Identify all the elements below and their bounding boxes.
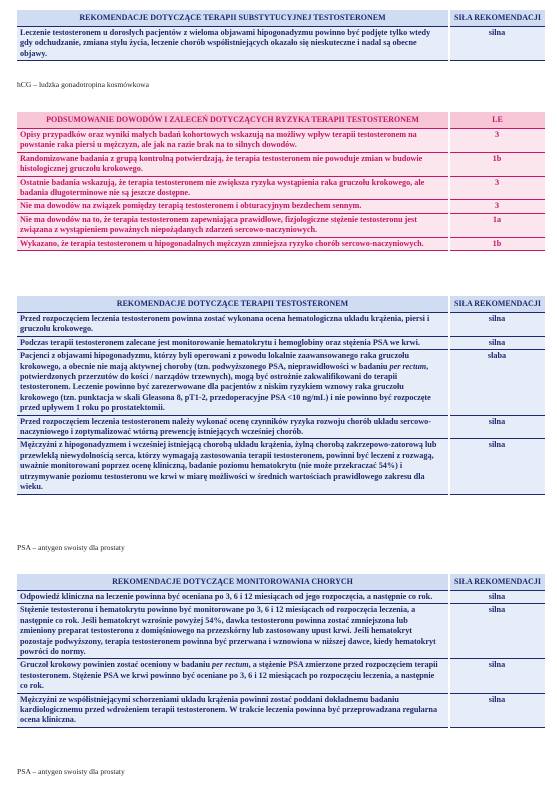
evidence-text: Nie ma dowodów na to, że terapia testosteronem zapewniająca prawidłowe, fizjologiczne stężenie testosteronu jest związana z wystąpieniem poważnych niepożądanych zdarzeń sercowo-naczyniowych. [17, 213, 449, 237]
table-row [17, 439, 545, 494]
strength-value: silna [449, 336, 545, 349]
level-value: 3 [449, 129, 545, 153]
evidence-text: Opisy przypadków oraz wyniki małych badań kohortowych wskazują na możliwy wpływ terapii testosteronem na powstanie raka piersi u mężczyzn, ale jak na razie brak na to silnych dowodów. [17, 129, 449, 153]
level-value: 3 [449, 176, 545, 200]
strength-value: słaba [449, 350, 545, 415]
strength-value: silna [449, 27, 545, 61]
level-value: 1a [449, 213, 545, 237]
recommendation-text: Mężczyźni z hipogonadyzmem i wcześniej istniejącą chorobą układu krążenia, żylną chorobą zakrzepowo-zatorową lub przewlekłą niewydolnością serca, którzy wymagają zastosowania terapii testosteronem, powinni być leczeni z rozwagą, uważnie monitorowani poprzez ocenę kliniczną, badanie poziomu hematokrytu (nie może przekraczać 54%) i utrzymywanie poziomu testosteronu we krwi w miarę możliwości w średnich wartościach prawidłowego zakresu dla wieku. [17, 439, 449, 494]
italic-term: per rectum [389, 361, 427, 371]
evidence-text: Ostatnie badania wskazują, że terapia testosteronem nie zwiększa ryzyka wystąpienia raka gruczołu krokowego, ale badania długoterminowe nie są jeszcze dostępne. [17, 176, 449, 200]
table-row [17, 176, 545, 200]
recommendation-text: Przed rozpoczęciem leczenia testosteronem powinna zostać wykonana ocena hematologiczna układu krążenia, piersi i gruczołu krokowego. [17, 313, 449, 337]
table-row [17, 350, 545, 415]
footnote: hCG – ludzka gonadotropina kosmówkowa [17, 80, 150, 89]
table-row [17, 129, 545, 153]
strength-value: silna [449, 439, 545, 494]
evidence-text: Randomizowane badania z grupą kontrolną potwierdzają, że terapia testosteronem nie powoduje zmian w budowie histologicznej gruczołu krokowego. [17, 152, 449, 176]
table-row [17, 213, 545, 237]
strength-header: SIŁA REKOMENDACJI [449, 296, 545, 313]
recommendation-text: Podczas terapii testosteronem zalecane jest monitorowanie hematokrytu i hemoglobiny oraz stężenia PSA we krwi. [17, 336, 449, 349]
table-row [17, 200, 545, 213]
table-row [17, 693, 545, 727]
level-value: 1b [449, 152, 545, 176]
text-part: , a stężenie PSA zmierzone przed rozpoczęciem terapii testosteronem. Stężenie PSA we krwi powinno być oceniane po 3, 6 i 12 miesiącach po rozpoczęciu leczenia, a następnie co rok. [20, 660, 438, 691]
recommendation-text: Odpowiedź kliniczna na leczenie powinna być oceniana po 3, 6 i 12 miesiącach od jego rozpoczęcia, a następnie co rok. [17, 591, 449, 604]
table-row [17, 591, 545, 604]
evidence-text: Wykazano, że terapia testosteronem u hipogonadalnych mężczyzn zmniejsza ryzyko chorób sercowo-naczyniowych. [17, 237, 449, 250]
recommendation-text [17, 659, 449, 693]
text-part: Gruczoł krokowy powinien zostać oceniony w badaniu [20, 660, 213, 670]
strength-value: silna [449, 604, 545, 659]
strength-header: SIŁA REKOMENDACJI [449, 574, 545, 591]
table-row [17, 604, 545, 659]
table-row [17, 659, 545, 693]
footnote: PSA – antygen swoisty dla prostaty [17, 767, 125, 776]
text-part: , potwierdzonych przerzutów do kości / narządów trzewnych), mogą być ostrożnie zakwalifikowani do terapii testosteronem. Leczenie powinno być zarezerwowane dla pacjentów z niskim ryzykiem wznowy raka gruczołu krokowego (tzn. punktacja w skali Gleasona 8, pT1-2, przedoperacyjne PSA <10 ng/mL) i nie powinno być rozpoczęte przed upływem 1 roku po prostatektomii. [20, 361, 431, 413]
monitoring-recommendations-table [17, 574, 545, 728]
evidence-text: Nie ma dowodów na związek pomiędzy terapią testosteronem i obturacyjnym bezdechem sennym. [17, 200, 449, 213]
strength-value: silna [449, 659, 545, 693]
table-row [17, 27, 545, 61]
table-row [17, 237, 545, 250]
text-part: Pacjenci z objawami hipogonadyzmu, którzy byli operowani z powodu lokalnie zaawansowanego raka gruczołu krokowego, a obecnie nie mają aktywnej choroby (tzn. podwyższonego PSA, nieprawidłowości w badaniu [20, 351, 409, 371]
recommendations-substitution-table [17, 10, 545, 61]
italic-term: per rectum [212, 660, 249, 670]
level-value: 1b [449, 237, 545, 250]
strength-value: silna [449, 415, 545, 439]
table-row [17, 313, 545, 337]
table-header-title: PODSUMOWANIE DOWODÓW I ZALECEŃ DOTYCZĄCYCH RYZYKA TERAPII TESTOSTERONEM [17, 112, 449, 129]
level-value: 3 [449, 200, 545, 213]
table-row [17, 415, 545, 439]
recommendation-text: Mężczyźni ze współistniejącymi schorzeniami układu krążenia powinni zostać poddani dokładnemu badaniu kardiologicznemu przed wdrożeniem terapii testosteronem. W trakcie leczenia powinna być przeprowadzana regularna ocena kliniczna. [17, 693, 449, 727]
table-row [17, 152, 545, 176]
table-header-title: REKOMENDACJE DOTYCZĄCE TERAPII SUBSTYTUCYJNEJ TESTOSTERONEM [17, 10, 449, 27]
evidence-summary-table [17, 112, 545, 251]
recommendations-therapy-table [17, 296, 545, 495]
recommendation-text [17, 350, 449, 415]
footnote: PSA – antygen swoisty dla prostaty [17, 543, 125, 552]
recommendation-text: Leczenie testosteronem u dorosłych pacjentów z wieloma objawami hipogonadyzmu powinno być podjęte tylko wtedy gdy odchudzanie, zmiana stylu życia, leczenie chorób współistniejących okazało się nieskuteczne i nadal są obecne objawy. [17, 27, 449, 61]
strength-value: silna [449, 693, 545, 727]
table-row [17, 336, 545, 349]
strength-value: silna [449, 591, 545, 604]
recommendation-text: Przed rozpoczęciem leczenia testosteronem należy wykonać ocenę czynników ryzyka rozwoju chorób układu sercowo-naczyniowego i zoptymalizować wtórną prewencję istniejących wcześniej chorób. [17, 415, 449, 439]
recommendation-text: Stężenie testosteronu i hematokrytu powinno być monitorowane po 3, 6 i 12 miesiącach od rozpoczęcia leczenia, a następnie co rok. Jeśli hematokryt wzrośnie powyżej 54%, dawka testosteronu powinna zostać zmniejszona lub zmieniony preparat testosteronu z domięśniowego na przezskórny lub zastosowany upust krwi. Jeśli hematokryt pozostaje podwyższony, terapia testosteronem powinna być przerwana i wznowiona w niższej dawce, kiedy hematokryt powróci do normy. [17, 604, 449, 659]
table-header-title: REKOMENDACJE DOTYCZĄCE TERAPII TESTOSTERONEM [17, 296, 449, 313]
table-header-title: REKOMENDACJE DOTYCZĄCE MONITOROWANIA CHORYCH [17, 574, 449, 591]
level-header: LE [449, 112, 545, 129]
strength-value: silna [449, 313, 545, 337]
strength-header: SIŁA REKOMENDACJI [449, 10, 545, 27]
